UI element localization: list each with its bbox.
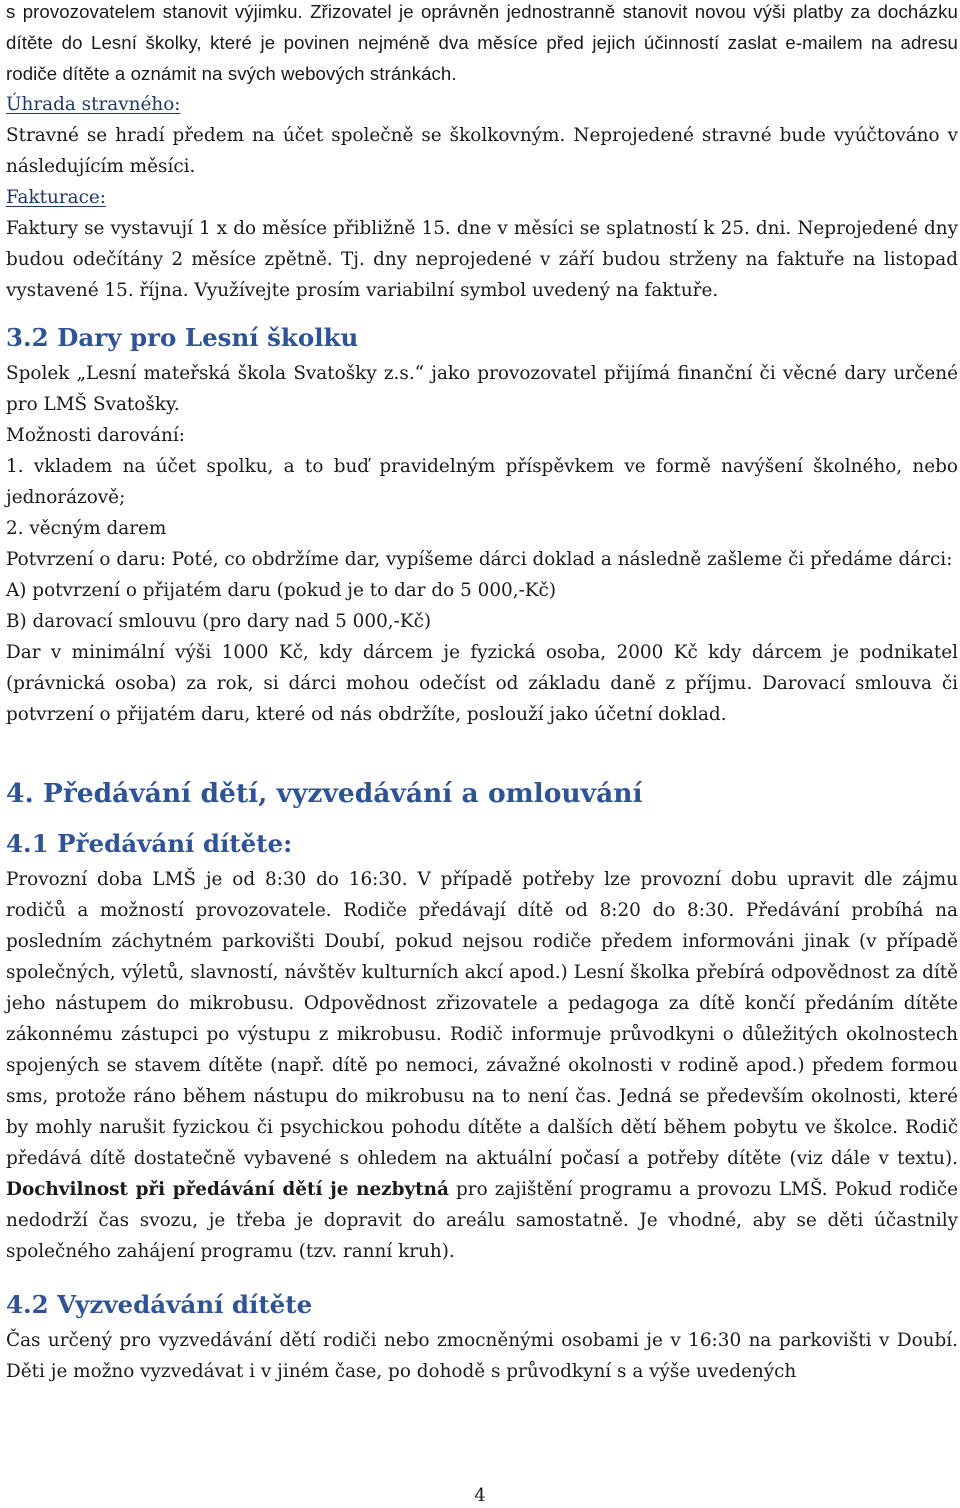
section-4-1-heading: 4.1 Předávání dítěte: — [6, 829, 293, 858]
dary-paragraph-5: Potvrzení o daru: Poté, co obdržíme dar, vypíšeme dárci doklad a následně zašleme či předáme dárci: — [6, 549, 953, 570]
predavani-text-b: pro zajištění programu a provozu LMŠ. Pokud rodiče nedodrží čas svozu, je třeba je dopravit do areálu samostatně. Je vhodné, aby se děti účastnily společného zahájení programu (tzv. ranní kruh). — [6, 1179, 958, 1262]
page-number: 4 — [474, 1485, 486, 1506]
uhrada-heading: Úhrada stravného: — [6, 94, 181, 115]
document-page — [6, 0, 958, 1387]
dary-paragraph-4: 2. věcným darem — [6, 518, 167, 539]
uhrada-paragraph: Stravné se hradí předem na účet společně se školkovným. Neprojedené stravné bude vyúčtováno v následujícím měsíci. — [6, 125, 958, 177]
section-3-2-heading: 3.2 Dary pro Lesní školku — [6, 323, 359, 352]
dary-paragraph-8: Dar v minimální výši 1000 Kč, kdy dárcem je fyzická osoba, 2000 Kč kdy dárcem je podnikatel (právnická osoba) za rok, si dárci mohou odečíst od základu daně z příjmu. Darovací smlouva či potvrzení o přijatém daru, které od nás obdržíte, poslouží jako účetní doklad. — [6, 642, 958, 725]
dary-paragraph-2: Možnosti darování: — [6, 425, 185, 446]
intro-paragraph: s provozovatelem stanovit výjimku. Zřizovatel je oprávněn jednostranně stanovit novou výši platby za docházku dítěte do Lesní školky, které je povinen nejméně dva měsíce před jejich účinností zaslat e-mailem na adresu rodiče dítěte a oznámit na svých webových stránkách. — [6, 1, 958, 84]
predavani-text-a: Provozní doba LMŠ je od 8:30 do 16:30. V případě potřeby lze provozní dobu upravit dle zájmu rodičů a možností provozovatele. Rodiče předávají dítě od 8:20 do 8:30. Předávání probíhá na posledním záchytném parkovišti Doubí, pokud nejsou rodiče předem informováni jinak (v případě společných, výletů, slavností, návštěv kulturních akcí apod.) Lesní školka přebírá odpovědnost za dítě jeho nástupem do mikrobusu. Odpovědnost zřizovatele a pedagoga za dítě končí předáním dítěte zákonnému zástupci po výstupu z mikrobusu. Rodič informuje průvodkyni o důležitých okolnostech spojených se stavem dítěte (např. dítě po nemoci, závažné okolnosti v rodině apod.) předem formou sms, protože ráno během nástupu do mikrobusu na to není čas. Jedná se především okolnosti, které by mohly narušit fyzickou či psychickou pohodu dítěte a dalších dětí během pobytu ve školce. Rodič předává dítě dostatečně vybavené s ohledem na aktuální počasí a potřeby dítěte (viz dále v textu). — [6, 869, 958, 1169]
predavani-paragraph — [6, 864, 958, 1267]
section-4-2-heading: 4.2 Vyzvedávání dítěte — [6, 1290, 313, 1319]
section-4-heading: 4. Předávání dětí, vyzvedávání a omlouvání — [6, 778, 643, 809]
fakturace-heading: Fakturace: — [6, 187, 106, 208]
vyzvedavani-paragraph: Čas určený pro vyzvedávání dětí rodiči nebo zmocněnými osobami je v 16:30 na parkovišti v Doubí. Děti je možno vyzvedávat i v jiném čase, po dohodě s průvodkyní s a výše uvedených — [6, 1330, 958, 1382]
fakturace-paragraph: Faktury se vystavují 1 x do měsíce přibližně 15. dne v měsíci se splatností k 25. dni. Neprojedené dny budou odečítány 2 měsíce zpětně. Tj. dny neprojedené v září budou strženy na faktuře na listopad vystavené 15. října. Využívejte prosím variabilní symbol uvedený na faktuře. — [6, 218, 958, 301]
dary-paragraph-7: B) darovací smlouvu (pro dary nad 5 000,-Kč) — [6, 611, 432, 632]
dary-paragraph-6: A) potvrzení o přijatém daru (pokud je to dar do 5 000,-Kč) — [6, 580, 557, 601]
predavani-text-bold: Dochvilnost při předávání dětí je nezbytná — [6, 1179, 449, 1200]
dary-paragraph-3: 1. vkladem na účet spolku, a to buď pravidelným příspěvkem ve formě navýšení školného, nebo jednorázově; — [6, 456, 958, 508]
dary-paragraph-1: Spolek „Lesní mateřská škola Svatošky z.s.“ jako provozovatel přijímá finanční či věcné dary určené pro LMŠ Svatošky. — [6, 363, 958, 415]
